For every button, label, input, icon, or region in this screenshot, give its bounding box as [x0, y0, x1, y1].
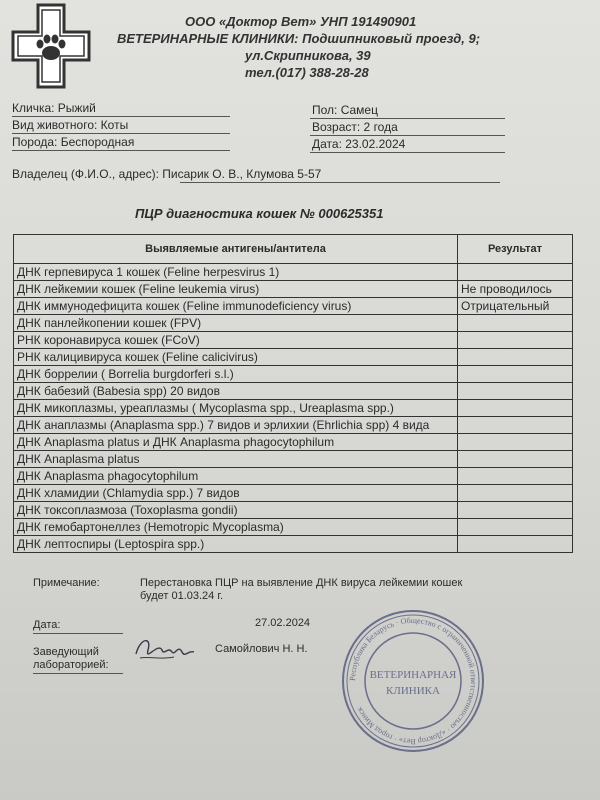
result-cell: Не проводилось	[458, 281, 573, 298]
note-label: Примечание:	[33, 577, 100, 589]
table-row	[14, 366, 573, 383]
table-row	[14, 264, 573, 281]
note-text-line2: будет 01.03.24 г.	[140, 590, 224, 602]
test-name-cell: ДНК бабезий (Babesia spp) 20 видов	[14, 383, 458, 400]
result-cell	[458, 468, 573, 485]
clinic-street: ул.Скрипникова, 39	[245, 48, 371, 63]
clinic-phone: тел.(017) 388-28-28	[245, 65, 369, 80]
result-cell	[458, 519, 573, 536]
head-label-line1: Заведующий	[33, 646, 99, 658]
divider	[33, 633, 123, 634]
divider	[310, 135, 505, 136]
patient-breed: Порода: Беспородная	[12, 135, 135, 149]
test-table	[13, 234, 573, 553]
table-row	[14, 485, 573, 502]
test-name-cell: ДНК токсоплазмоза (Toxoplasma gondii)	[14, 502, 458, 519]
table-row	[14, 315, 573, 332]
table-row	[14, 400, 573, 417]
divider	[12, 150, 230, 151]
test-name-cell: ДНК Anaplasma platus	[14, 451, 458, 468]
result-cell	[458, 536, 573, 553]
date-label: Дата:	[33, 619, 61, 631]
patient-species: Вид животного: Коты	[12, 118, 129, 132]
stamp-center-line2: КЛИНИКА	[386, 685, 440, 697]
test-name-cell: ДНК панлейкопении кошек (FPV)	[14, 315, 458, 332]
head-label-line2: лабораторией:	[33, 659, 109, 671]
clinic-logo	[10, 2, 92, 90]
clinic-stamp	[338, 606, 488, 756]
table-row	[14, 349, 573, 366]
table-row	[14, 383, 573, 400]
report-date: 27.02.2024	[255, 617, 311, 629]
result-cell	[458, 366, 573, 383]
table-row	[14, 468, 573, 485]
test-name-cell: ДНК микоплазмы, уреаплазмы ( Mycoplasma spp., Ureaplasma spp.)	[14, 400, 458, 417]
table-row	[14, 536, 573, 553]
table-row	[14, 434, 573, 451]
divider	[12, 116, 230, 117]
result-cell	[458, 315, 573, 332]
result-cell	[458, 451, 573, 468]
record-date: Дата: 23.02.2024	[312, 137, 406, 151]
result-cell	[458, 434, 573, 451]
patient-name: Кличка: Рыжий	[12, 101, 96, 115]
result-cell	[458, 383, 573, 400]
test-name-cell: ДНК Anaplasma phagocytophilum	[14, 468, 458, 485]
column-header-test: Выявляемые антигены/антитела	[14, 235, 458, 264]
clinic-addresses: ВЕТЕРИНАРНЫЕ КЛИНИКИ: Подшипниковый проезд, 9;	[117, 31, 481, 46]
table-row	[14, 417, 573, 434]
test-name-cell: ДНК анаплазмы (Anaplasma spp.) 7 видов и эрлихии (Ehrlichia spp) 4 вида	[14, 417, 458, 434]
test-name-cell: ДНК герпевируса 1 кошек (Feline herpesvirus 1)	[14, 264, 458, 281]
table-row	[14, 451, 573, 468]
table-row	[14, 332, 573, 349]
test-name-cell: ДНК Anaplasma platus и ДНК Anaplasma phagocytophilum	[14, 434, 458, 451]
org-name: ООО «Доктор Вет» УНП 191490901	[185, 14, 417, 29]
table-row	[14, 281, 573, 298]
note-text-line1: Перестановка ПЦР на выявление ДНК вируса лейкемии кошек	[140, 577, 463, 589]
table-row	[14, 298, 573, 315]
test-name-cell: ДНК гемобартонеллез (Hemotropic Mycoplasma)	[14, 519, 458, 536]
test-name-cell: ДНК лейкемии кошек (Feline leukemia virus)	[14, 281, 458, 298]
document-title: ПЦР диагностика кошек № 000625351	[135, 206, 384, 221]
handwritten-signature	[130, 632, 200, 672]
stamp-center-line1: ВЕТЕРИНАРНАЯ	[369, 669, 457, 681]
divider	[12, 133, 230, 134]
divider	[33, 673, 123, 674]
column-header-result: Результат	[458, 235, 573, 264]
test-name-cell: ДНК иммунодефицита кошек (Feline immunodeficiency virus)	[14, 298, 458, 315]
result-cell	[458, 400, 573, 417]
result-cell	[458, 417, 573, 434]
owner-info: Владелец (Ф.И.О., адрес): Писарик О. В., Клумова 5-57	[12, 167, 322, 181]
result-cell	[458, 485, 573, 502]
head-name: Самойлович Н. Н.	[215, 643, 308, 655]
divider	[310, 152, 505, 153]
divider	[310, 118, 505, 119]
table-header-row	[14, 235, 573, 264]
result-cell	[458, 264, 573, 281]
result-cell	[458, 349, 573, 366]
table-row	[14, 502, 573, 519]
test-name-cell: РНК калицивируса кошек (Feline calicivirus)	[14, 349, 458, 366]
patient-sex: Пол: Самец	[312, 103, 378, 117]
test-name-cell: ДНК лептоспиры (Leptospira spp.)	[14, 536, 458, 553]
result-cell	[458, 332, 573, 349]
result-cell: Отрицательный	[458, 298, 573, 315]
patient-age: Возраст: 2 года	[312, 120, 398, 134]
stamp-ring-text: Республика Беларусь · Общество с ограниченной ответственностью · «Доктор Вет» · город Минск	[347, 615, 479, 747]
table-row	[14, 519, 573, 536]
divider	[180, 182, 500, 183]
test-name-cell: РНК коронавируса кошек (FCoV)	[14, 332, 458, 349]
result-cell	[458, 502, 573, 519]
test-name-cell: ДНК хламидии (Chlamydia spp.) 7 видов	[14, 485, 458, 502]
test-name-cell: ДНК боррелии ( Borrelia burgdorferi s.l.)	[14, 366, 458, 383]
